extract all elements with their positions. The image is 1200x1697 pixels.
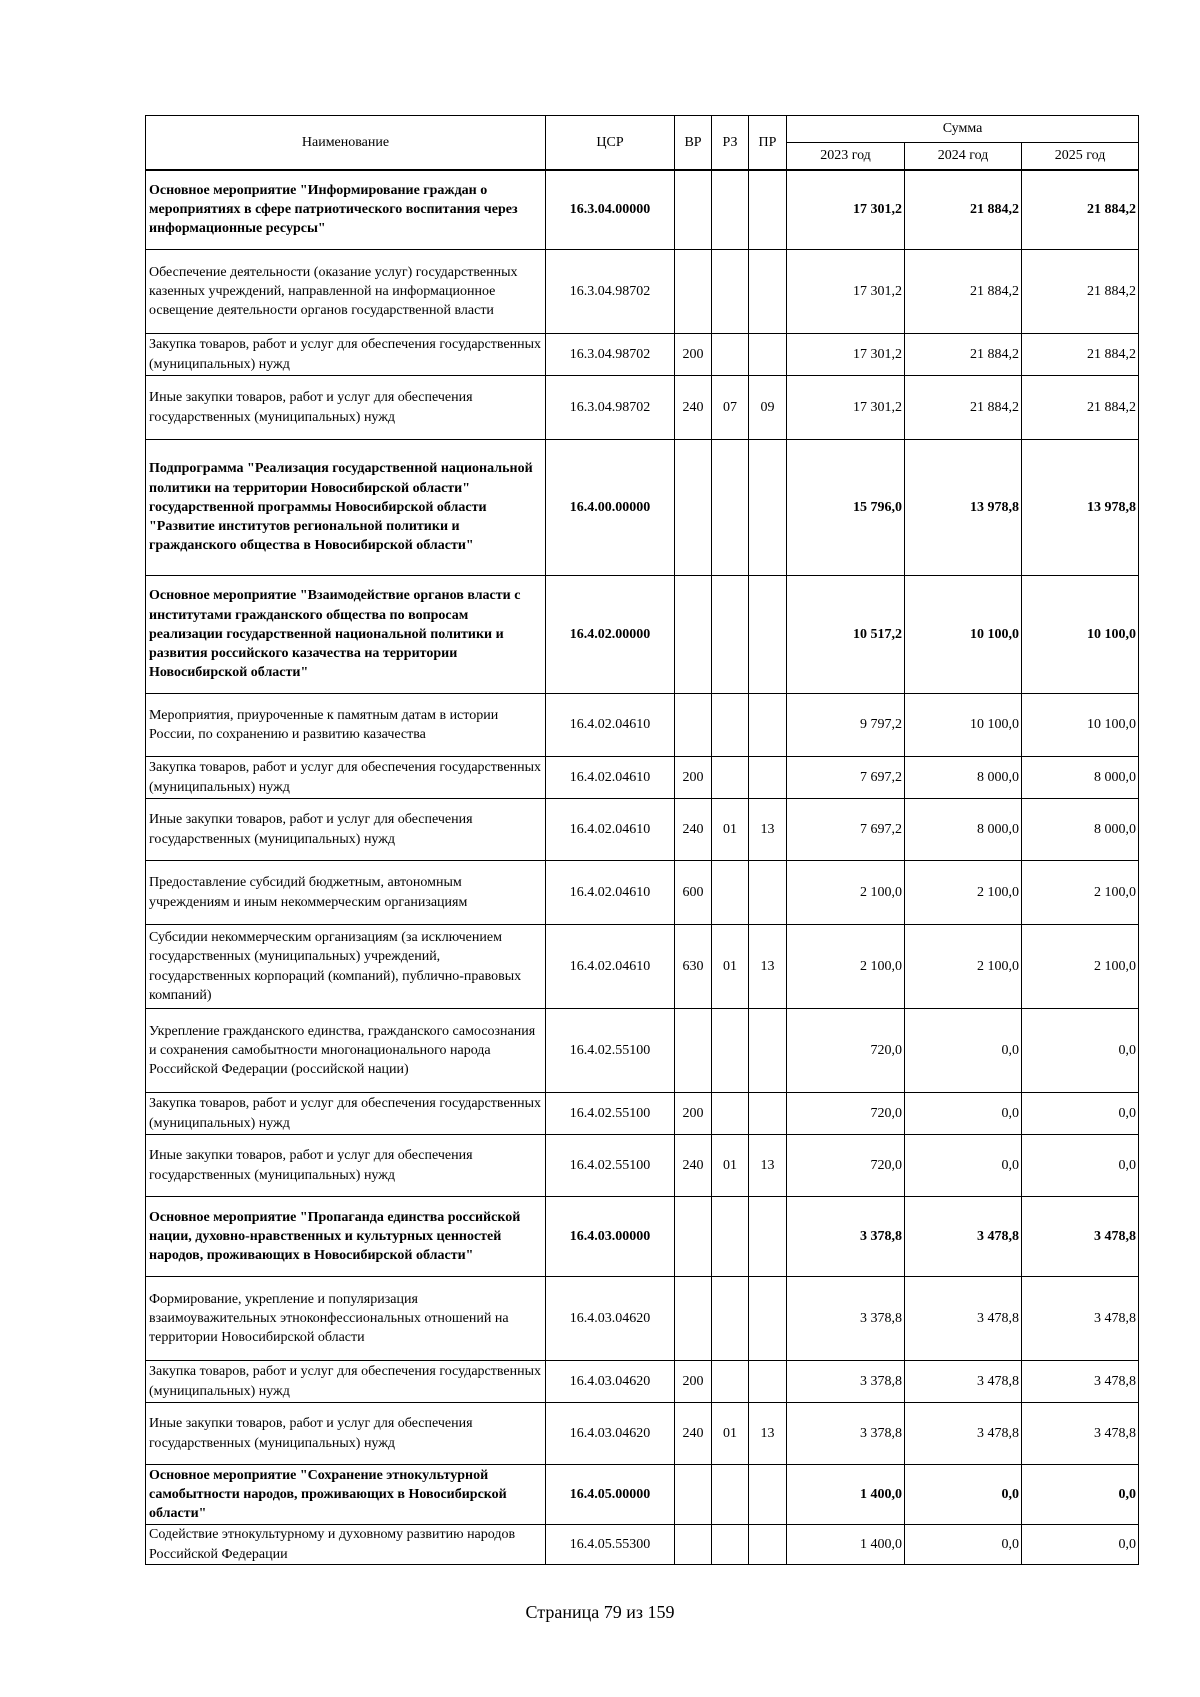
row-csr: 16.4.05.00000 xyxy=(546,1465,675,1525)
row-rz xyxy=(712,250,749,334)
row-csr: 16.3.04.00000 xyxy=(546,170,675,250)
row-csr: 16.4.03.00000 xyxy=(546,1197,675,1277)
row-sum-2024: 3 478,8 xyxy=(905,1197,1022,1277)
row-pr: 13 xyxy=(749,925,787,1009)
row-sum-2024: 2 100,0 xyxy=(905,861,1022,925)
row-vr xyxy=(675,440,712,576)
row-pr xyxy=(749,1093,787,1135)
row-vr xyxy=(675,694,712,757)
row-name: Основное мероприятие "Сохранение этнокультурной самобытности народов, проживающих в Новосибирской области" xyxy=(146,1465,546,1525)
row-name: Субсидии некоммерческим организациям (за исключением государственных (муниципальных) учреждений, государственных корпораций (компаний), публично-правовых компаний) xyxy=(146,925,546,1009)
row-sum-2025: 2 100,0 xyxy=(1022,861,1139,925)
row-sum-2025: 0,0 xyxy=(1022,1465,1139,1525)
row-sum-2023: 9 797,2 xyxy=(787,694,905,757)
row-sum-2024: 0,0 xyxy=(905,1135,1022,1197)
row-sum-2023: 1 400,0 xyxy=(787,1525,905,1565)
row-name: Закупка товаров, работ и услуг для обеспечения государственных (муниципальных) нужд xyxy=(146,334,546,376)
row-sum-2023: 17 301,2 xyxy=(787,376,905,440)
row-sum-2023: 3 378,8 xyxy=(787,1403,905,1465)
row-vr: 600 xyxy=(675,861,712,925)
header-year-2024: 2024 год xyxy=(905,143,1022,170)
row-sum-2024: 3 478,8 xyxy=(905,1403,1022,1465)
row-rz xyxy=(712,1009,749,1093)
row-sum-2023: 2 100,0 xyxy=(787,861,905,925)
table-row xyxy=(146,757,1139,799)
row-sum-2024: 3 478,8 xyxy=(905,1277,1022,1361)
row-rz xyxy=(712,1093,749,1135)
row-csr: 16.3.04.98702 xyxy=(546,250,675,334)
row-pr xyxy=(749,1009,787,1093)
row-csr: 16.4.02.55100 xyxy=(546,1093,675,1135)
table-row xyxy=(146,1361,1139,1403)
row-rz xyxy=(712,170,749,250)
row-sum-2025: 8 000,0 xyxy=(1022,799,1139,861)
row-sum-2023: 10 517,2 xyxy=(787,576,905,694)
row-vr: 200 xyxy=(675,334,712,376)
row-rz: 01 xyxy=(712,1403,749,1465)
row-sum-2025: 0,0 xyxy=(1022,1093,1139,1135)
row-csr: 16.4.02.04610 xyxy=(546,925,675,1009)
row-rz xyxy=(712,1525,749,1565)
header-csr: ЦСР xyxy=(546,116,675,170)
table-row xyxy=(146,861,1139,925)
row-pr: 13 xyxy=(749,799,787,861)
row-pr xyxy=(749,334,787,376)
row-name: Основное мероприятие "Взаимодействие органов власти с институтами гражданского общества по вопросам реализации государственной национальной политики и развития российского казачества на территории Новосибирской области" xyxy=(146,576,546,694)
table-row xyxy=(146,1197,1139,1277)
row-pr: 09 xyxy=(749,376,787,440)
row-sum-2024: 0,0 xyxy=(905,1525,1022,1565)
row-sum-2025: 21 884,2 xyxy=(1022,376,1139,440)
row-name: Подпрограмма "Реализация государственной национальной политики на территории Новосибирской области" государственной программы Новосибирской области "Развитие институтов региональной политики и гражданского общества в Новосибирской области" xyxy=(146,440,546,576)
row-sum-2023: 17 301,2 xyxy=(787,334,905,376)
row-sum-2025: 3 478,8 xyxy=(1022,1277,1139,1361)
row-name: Иные закупки товаров, работ и услуг для обеспечения государственных (муниципальных) нужд xyxy=(146,1135,546,1197)
row-sum-2024: 21 884,2 xyxy=(905,334,1022,376)
row-sum-2023: 2 100,0 xyxy=(787,925,905,1009)
row-sum-2024: 10 100,0 xyxy=(905,576,1022,694)
row-name: Предоставление субсидий бюджетным, автономным учреждениям и иным некоммерческим организациям xyxy=(146,861,546,925)
row-pr xyxy=(749,1465,787,1525)
row-name: Укрепление гражданского единства, гражданского самосознания и сохранения самобытности многонационального народа Российской Федерации (российской нации) xyxy=(146,1009,546,1093)
table-row xyxy=(146,250,1139,334)
row-rz xyxy=(712,334,749,376)
row-vr: 200 xyxy=(675,757,712,799)
row-sum-2024: 0,0 xyxy=(905,1093,1022,1135)
row-vr xyxy=(675,576,712,694)
table-row xyxy=(146,1403,1139,1465)
row-pr: 13 xyxy=(749,1403,787,1465)
row-csr: 16.4.02.04610 xyxy=(546,799,675,861)
row-sum-2025: 3 478,8 xyxy=(1022,1197,1139,1277)
table-row xyxy=(146,170,1139,250)
row-sum-2024: 21 884,2 xyxy=(905,376,1022,440)
row-csr: 16.4.02.04610 xyxy=(546,694,675,757)
row-sum-2024: 8 000,0 xyxy=(905,799,1022,861)
row-pr xyxy=(749,440,787,576)
row-vr: 630 xyxy=(675,925,712,1009)
row-name: Иные закупки товаров, работ и услуг для обеспечения государственных (муниципальных) нужд xyxy=(146,799,546,861)
header-year-2025: 2025 год xyxy=(1022,143,1139,170)
row-csr: 16.4.02.55100 xyxy=(546,1009,675,1093)
row-rz: 01 xyxy=(712,1135,749,1197)
row-rz xyxy=(712,1197,749,1277)
row-pr xyxy=(749,250,787,334)
row-sum-2024: 3 478,8 xyxy=(905,1361,1022,1403)
row-pr xyxy=(749,757,787,799)
row-pr: 13 xyxy=(749,1135,787,1197)
row-sum-2023: 7 697,2 xyxy=(787,757,905,799)
table-row xyxy=(146,925,1139,1009)
row-sum-2023: 17 301,2 xyxy=(787,250,905,334)
row-vr xyxy=(675,1525,712,1565)
row-name: Закупка товаров, работ и услуг для обеспечения государственных (муниципальных) нужд xyxy=(146,757,546,799)
row-vr xyxy=(675,1197,712,1277)
row-pr xyxy=(749,1361,787,1403)
row-vr: 240 xyxy=(675,376,712,440)
table-header xyxy=(146,116,1139,170)
header-sum: Сумма xyxy=(787,116,1139,143)
row-csr: 16.3.04.98702 xyxy=(546,376,675,440)
table-row xyxy=(146,1465,1139,1525)
row-sum-2024: 2 100,0 xyxy=(905,925,1022,1009)
row-rz: 07 xyxy=(712,376,749,440)
row-sum-2025: 21 884,2 xyxy=(1022,250,1139,334)
row-sum-2023: 7 697,2 xyxy=(787,799,905,861)
row-csr: 16.4.03.04620 xyxy=(546,1277,675,1361)
table-row xyxy=(146,1093,1139,1135)
row-name: Иные закупки товаров, работ и услуг для обеспечения государственных (муниципальных) нужд xyxy=(146,1403,546,1465)
row-sum-2025: 10 100,0 xyxy=(1022,694,1139,757)
row-name: Основное мероприятие "Информирование граждан о мероприятиях в сфере патриотического воспитания через информационные ресурсы" xyxy=(146,170,546,250)
header-year-2023: 2023 год xyxy=(787,143,905,170)
row-sum-2023: 720,0 xyxy=(787,1009,905,1093)
row-sum-2025: 3 478,8 xyxy=(1022,1403,1139,1465)
row-pr xyxy=(749,576,787,694)
row-csr: 16.4.02.04610 xyxy=(546,757,675,799)
header-pr: ПР xyxy=(749,116,787,170)
row-vr: 240 xyxy=(675,1403,712,1465)
row-pr xyxy=(749,861,787,925)
row-sum-2024: 8 000,0 xyxy=(905,757,1022,799)
budget-table xyxy=(145,115,1139,1565)
row-sum-2025: 0,0 xyxy=(1022,1009,1139,1093)
row-sum-2023: 15 796,0 xyxy=(787,440,905,576)
row-rz xyxy=(712,694,749,757)
page-number: Страница 79 из 159 xyxy=(525,1602,675,1622)
row-vr xyxy=(675,1009,712,1093)
row-pr xyxy=(749,1197,787,1277)
row-csr: 16.4.02.00000 xyxy=(546,576,675,694)
row-name: Закупка товаров, работ и услуг для обеспечения государственных (муниципальных) нужд xyxy=(146,1361,546,1403)
table-row xyxy=(146,1009,1139,1093)
row-rz: 01 xyxy=(712,799,749,861)
row-sum-2025: 3 478,8 xyxy=(1022,1361,1139,1403)
row-sum-2025: 21 884,2 xyxy=(1022,170,1139,250)
row-csr: 16.4.02.04610 xyxy=(546,861,675,925)
row-csr: 16.4.05.55300 xyxy=(546,1525,675,1565)
row-sum-2025: 0,0 xyxy=(1022,1525,1139,1565)
row-csr: 16.4.00.00000 xyxy=(546,440,675,576)
header-name: Наименование xyxy=(146,116,546,170)
row-rz xyxy=(712,576,749,694)
row-rz xyxy=(712,1361,749,1403)
row-sum-2025: 2 100,0 xyxy=(1022,925,1139,1009)
row-vr xyxy=(675,170,712,250)
row-sum-2025: 0,0 xyxy=(1022,1135,1139,1197)
row-rz xyxy=(712,440,749,576)
row-csr: 16.4.03.04620 xyxy=(546,1403,675,1465)
row-name: Мероприятия, приуроченные к памятным датам в истории России, по сохранению и развитию казачества xyxy=(146,694,546,757)
table-row xyxy=(146,376,1139,440)
row-sum-2025: 10 100,0 xyxy=(1022,576,1139,694)
row-csr: 16.4.02.55100 xyxy=(546,1135,675,1197)
row-sum-2023: 720,0 xyxy=(787,1135,905,1197)
row-sum-2024: 0,0 xyxy=(905,1009,1022,1093)
table-row xyxy=(146,576,1139,694)
row-rz xyxy=(712,1465,749,1525)
header-rz: РЗ xyxy=(712,116,749,170)
row-name: Закупка товаров, работ и услуг для обеспечения государственных (муниципальных) нужд xyxy=(146,1093,546,1135)
table-row xyxy=(146,1135,1139,1197)
row-pr xyxy=(749,694,787,757)
row-vr: 240 xyxy=(675,799,712,861)
row-pr xyxy=(749,1525,787,1565)
row-sum-2023: 17 301,2 xyxy=(787,170,905,250)
table-row xyxy=(146,799,1139,861)
row-sum-2023: 3 378,8 xyxy=(787,1197,905,1277)
table-row xyxy=(146,1277,1139,1361)
row-pr xyxy=(749,1277,787,1361)
row-sum-2024: 21 884,2 xyxy=(905,250,1022,334)
row-csr: 16.3.04.98702 xyxy=(546,334,675,376)
row-name: Основное мероприятие "Пропаганда единства российской нации, духовно-нравственных и культурных ценностей народов, проживающих в Новосибирской области" xyxy=(146,1197,546,1277)
row-pr xyxy=(749,170,787,250)
row-sum-2023: 3 378,8 xyxy=(787,1361,905,1403)
row-vr xyxy=(675,250,712,334)
row-vr xyxy=(675,1465,712,1525)
header-vr: ВР xyxy=(675,116,712,170)
table-body xyxy=(146,170,1139,1565)
row-vr xyxy=(675,1277,712,1361)
row-sum-2023: 3 378,8 xyxy=(787,1277,905,1361)
row-sum-2025: 21 884,2 xyxy=(1022,334,1139,376)
row-rz: 01 xyxy=(712,925,749,1009)
row-rz xyxy=(712,757,749,799)
table-row xyxy=(146,440,1139,576)
row-rz xyxy=(712,861,749,925)
row-name: Содействие этнокультурному и духовному развитию народов Российской Федерации xyxy=(146,1525,546,1565)
row-sum-2023: 720,0 xyxy=(787,1093,905,1135)
row-name: Обеспечение деятельности (оказание услуг) государственных казенных учреждений, направленной на информационное освещение деятельности органов государственной власти xyxy=(146,250,546,334)
table-row xyxy=(146,1525,1139,1565)
row-sum-2024: 13 978,8 xyxy=(905,440,1022,576)
row-rz xyxy=(712,1277,749,1361)
row-sum-2024: 10 100,0 xyxy=(905,694,1022,757)
row-vr: 200 xyxy=(675,1093,712,1135)
row-name: Иные закупки товаров, работ и услуг для обеспечения государственных (муниципальных) нужд xyxy=(146,376,546,440)
row-name: Формирование, укрепление и популяризация взаимоуважительных этноконфессиональных отношений на территории Новосибирской области xyxy=(146,1277,546,1361)
row-sum-2024: 0,0 xyxy=(905,1465,1022,1525)
table-row xyxy=(146,334,1139,376)
row-vr: 200 xyxy=(675,1361,712,1403)
row-sum-2024: 21 884,2 xyxy=(905,170,1022,250)
table-row xyxy=(146,694,1139,757)
row-sum-2025: 8 000,0 xyxy=(1022,757,1139,799)
row-vr: 240 xyxy=(675,1135,712,1197)
row-csr: 16.4.03.04620 xyxy=(546,1361,675,1403)
row-sum-2025: 13 978,8 xyxy=(1022,440,1139,576)
row-sum-2023: 1 400,0 xyxy=(787,1465,905,1525)
